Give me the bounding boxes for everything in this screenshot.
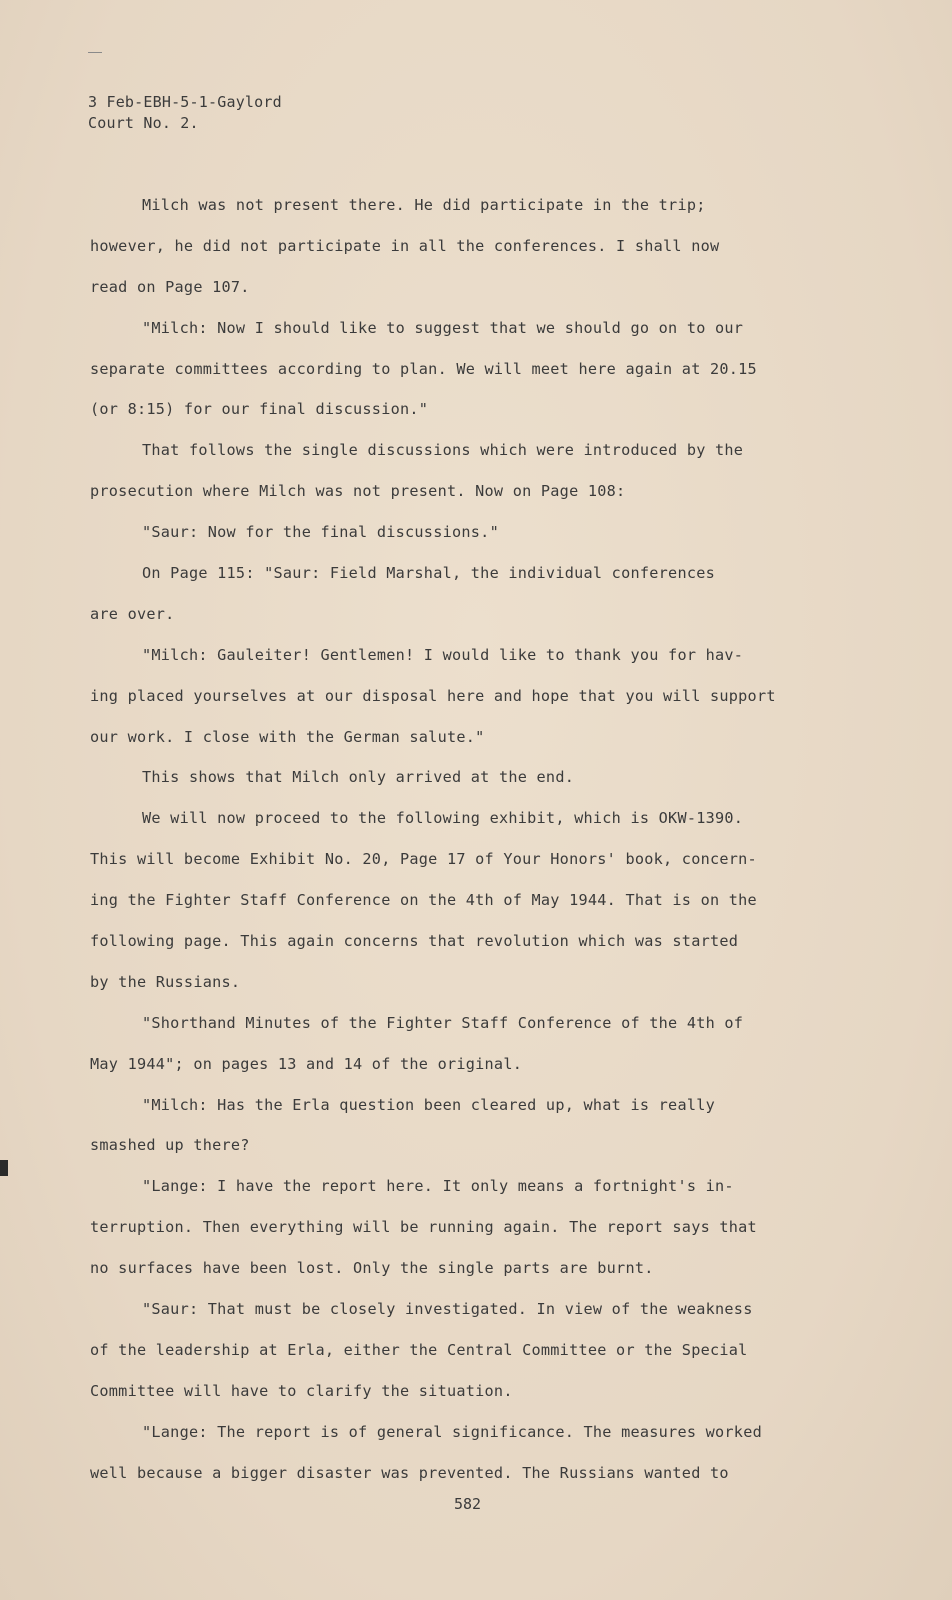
transcript-line: "Saur: Now for the final discussions." [142,523,499,542]
transcript-line: following page. This again concerns that revolution which was started [90,932,739,951]
margin-mark [88,52,102,53]
transcript-line: "Milch: Now I should like to suggest that we should go on to our [142,318,744,337]
transcript-line: That follows the single discussions which were introduced by the [142,441,744,460]
transcript-line: prosecution where Milch was not present. Now on Page 108: [90,482,626,501]
transcript-line: separate committees according to plan. We will meet here again at 20.15 [90,359,757,378]
transcript-line: well because a bigger disaster was prevented. The Russians wanted to [90,1463,729,1482]
document-header [88,92,282,134]
page-number: 582 [454,1495,482,1513]
transcript-line: Committee will have to clarify the situation. [90,1381,513,1400]
transcript-line: smashed up there? [90,1136,250,1155]
transcript-line: "Saur: That must be closely investigated. In view of the weakness [142,1300,753,1319]
transcript-line: Milch was not present there. He did participate in the trip; [142,196,706,214]
transcript-line: On Page 115: "Saur: Field Marshal, the individual conferences [142,564,716,583]
transcript-line: however, he did not participate in all the conferences. I shall now [90,236,720,255]
transcript-line: our work. I close with the German salute." [90,727,485,746]
transcript-line: This will become Exhibit No. 20, Page 17 of Your Honors' book, concern- [90,850,757,869]
transcript-line: are over. [90,604,175,623]
transcript-line: "Shorthand Minutes of the Fighter Staff Conference of the 4th of [142,1013,744,1032]
transcript-line: This shows that Milch only arrived at the end. [142,768,575,787]
transcript-line: We will now proceed to the following exhibit, which is OKW-1390. [142,809,744,828]
transcript-line: of the leadership at Erla, either the Central Committee or the Special [90,1340,748,1359]
transcript-line: no surfaces have been lost. Only the single parts are burnt. [90,1259,654,1278]
header-reference: 3 Feb-EBH-5-1-Gaylord [88,93,282,111]
transcript-body [90,185,850,1494]
transcript-line: by the Russians. [90,972,241,991]
transcript-line: May 1944"; on pages 13 and 14 of the original. [90,1054,523,1073]
transcript-line: "Milch: Has the Erla question been cleared up, what is really [142,1095,716,1114]
transcript-line: "Lange: The report is of general significance. The measures worked [142,1422,762,1441]
transcript-line: terruption. Then everything will be running again. The report says that [90,1218,757,1237]
transcript-line: ing the Fighter Staff Conference on the 4th of May 1944. That is on the [90,891,757,910]
binding-mark [0,1160,8,1176]
transcript-line: (or 8:15) for our final discussion." [90,400,429,419]
header-court: Court No. 2. [88,114,199,132]
transcript-line: read on Page 107. [90,277,250,296]
transcript-line: ing placed yourselves at our disposal here and hope that you will support [90,686,776,705]
transcript-line: "Milch: Gauleiter! Gentlemen! I would like to thank you for hav- [142,645,744,664]
transcript-line: "Lange: I have the report here. It only means a fortnight's in- [142,1177,734,1196]
